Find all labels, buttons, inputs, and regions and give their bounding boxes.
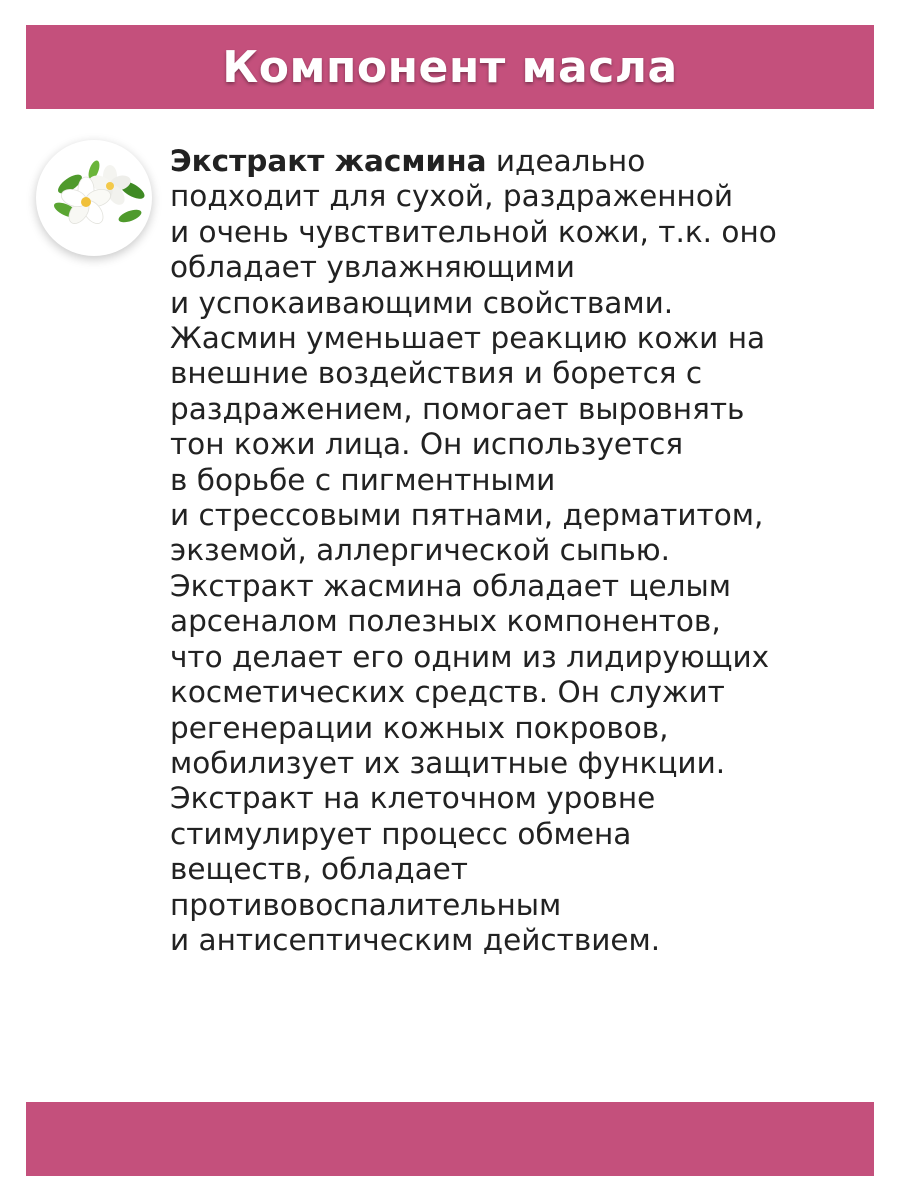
jasmine-flower-icon [36, 140, 152, 256]
body-line: регенерации кожных покровов, [170, 710, 669, 745]
body-line: подходит для сухой, раздраженной [170, 179, 734, 214]
body-line: арсеналом полезных компонентов, [170, 604, 721, 639]
lead-line [170, 144, 860, 179]
body-line: и антисептическим действием. [170, 922, 661, 957]
body-line: Экстракт на клеточном уровне [170, 781, 656, 816]
body-line: экземой, аллергической сыпью. [170, 533, 671, 568]
lead-bold-text: Экстракт жасмина [170, 144, 487, 178]
page-title: Компонент масла [222, 41, 678, 93]
body-text [170, 144, 860, 958]
body-line: стимулирует процесс обмена [170, 816, 632, 851]
body-line: Жасмин уменьшает реакцию кожи на [170, 321, 766, 356]
body-line: косметических средств. Он служит [170, 675, 725, 710]
body-line: и стрессовыми пятнами, дерматитом, [170, 498, 764, 533]
body-line: раздражением, помогает выровнять [170, 391, 745, 426]
body-line: и успокаивающими свойствами. [170, 285, 674, 320]
body-line: Экстракт жасмина обладает целым [170, 568, 732, 603]
body-line: веществ, обладает [170, 852, 468, 887]
body-line: мобилизует их защитные функции. [170, 745, 726, 780]
lead-rest-text: идеально [486, 144, 646, 178]
body-line: в борьбе с пигментными [170, 462, 556, 497]
header-bar [26, 25, 874, 109]
body-line: тон кожи лица. Он используется [170, 427, 684, 462]
footer-bar [26, 1102, 874, 1176]
body-line: что делает его одним из лидирующих [170, 639, 770, 674]
body-line: внешние воздействия и борется с [170, 356, 703, 391]
body-line: противовоспалительным [170, 887, 562, 922]
body-line: и очень чувствительной кожи, т.к. оно [170, 214, 777, 249]
body-line: обладает увлажняющими [170, 250, 575, 285]
